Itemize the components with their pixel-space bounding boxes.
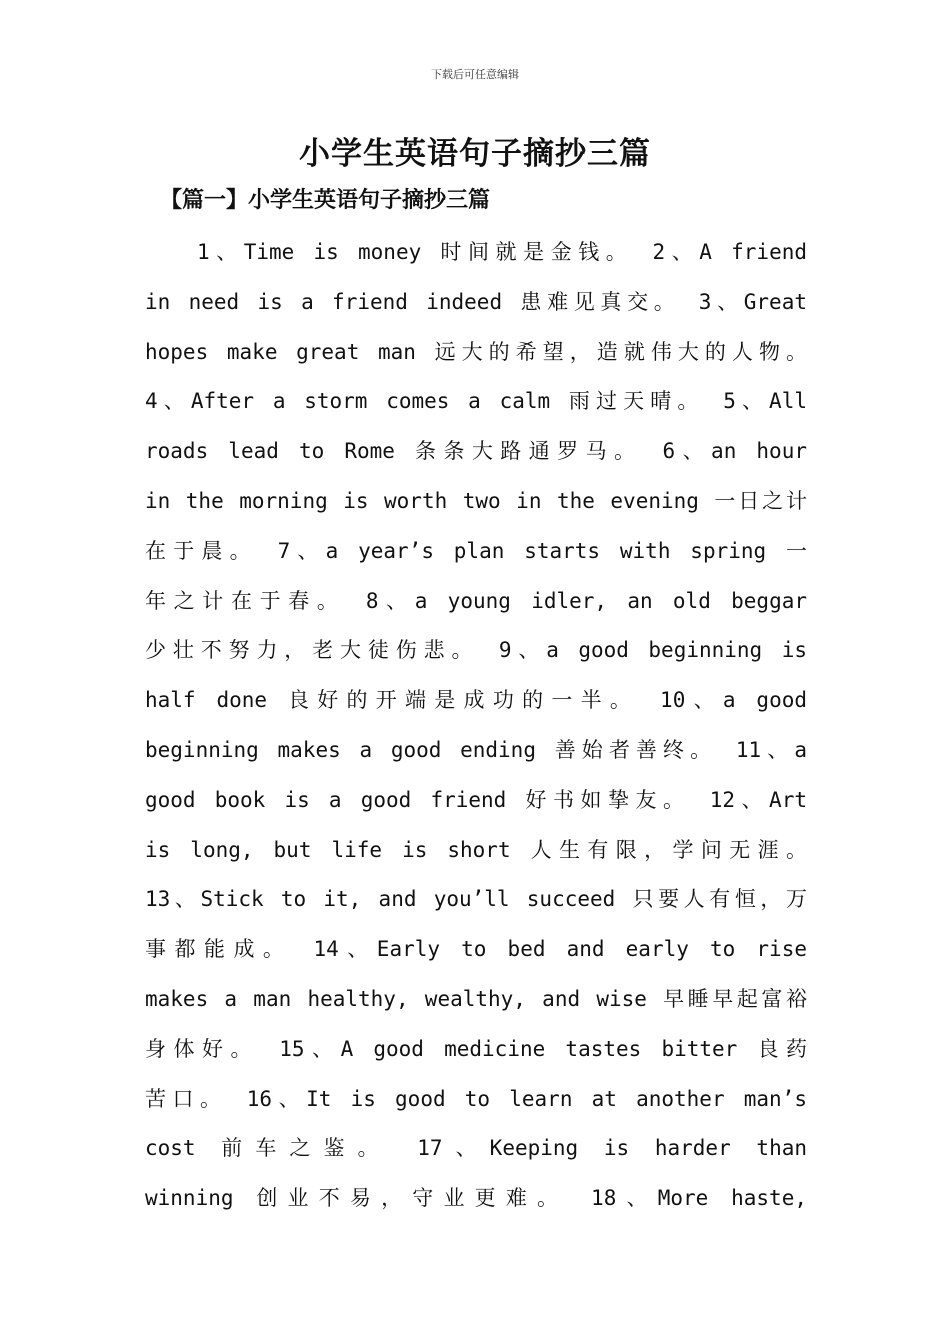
body-line: in need is a friend indeed 患难见真交。 3、Great <box>145 289 807 314</box>
header-note: 下载后可任意编辑 <box>431 68 519 81</box>
body-line: roads lead to Rome 条条大路通罗马。 6、an hour <box>145 439 807 464</box>
body-line: 少壮不努力，老大徒伤悲。 9、a good beginning is <box>145 638 807 663</box>
document-title: 小学生英语句子摘抄三篇 <box>299 136 651 172</box>
body-line: cost 前车之鉴。 17、Keeping is harder than <box>145 1136 807 1161</box>
body-line: in the morning is worth two in the evening 一日之计 <box>145 488 807 513</box>
body-line: 1、Time is money 时间就是金钱。 2、A friend <box>197 240 807 264</box>
body-line: 13、Stick to it, and you’ll succeed 只要人有恒，万 <box>145 887 807 912</box>
body-line: 事都能成。 14、Early to bed and early to rise <box>145 937 807 962</box>
body-line: half done 良好的开端是成功的一半。 10、a good <box>145 688 807 713</box>
body-line: 年之计在于春。 8、a young idler, an old beggar <box>145 588 807 613</box>
body-line: is long, but life is short 人生有限，学问无涯。 <box>145 837 807 862</box>
body-line: makes a man healthy, wealthy, and wise 早睡早起富裕 <box>145 986 807 1011</box>
body-line: 身体好。 15、A good medicine tastes bitter 良药 <box>145 1036 807 1061</box>
body-line: beginning makes a good ending 善始者善终。 11、a <box>145 737 807 762</box>
body-line: winning 创业不易，守业更难。 18、More haste, <box>145 1186 807 1211</box>
body-line: good book is a good friend 好书如挚友。 12、Art <box>145 787 807 812</box>
body-text <box>145 228 807 1224</box>
body-line: 苦口。 16、It is good to learn at another man’s <box>145 1086 807 1111</box>
section-heading: 【篇一】小学生英语句子摘抄三篇 <box>160 187 491 213</box>
body-line: 在于晨。 7、a year’s plan starts with spring 一 <box>145 538 807 563</box>
body-line: hopes make great man 远大的希望，造就伟大的人物。 <box>145 339 807 364</box>
body-line: 4、After a storm comes a calm 雨过天晴。 5、All <box>145 389 807 414</box>
